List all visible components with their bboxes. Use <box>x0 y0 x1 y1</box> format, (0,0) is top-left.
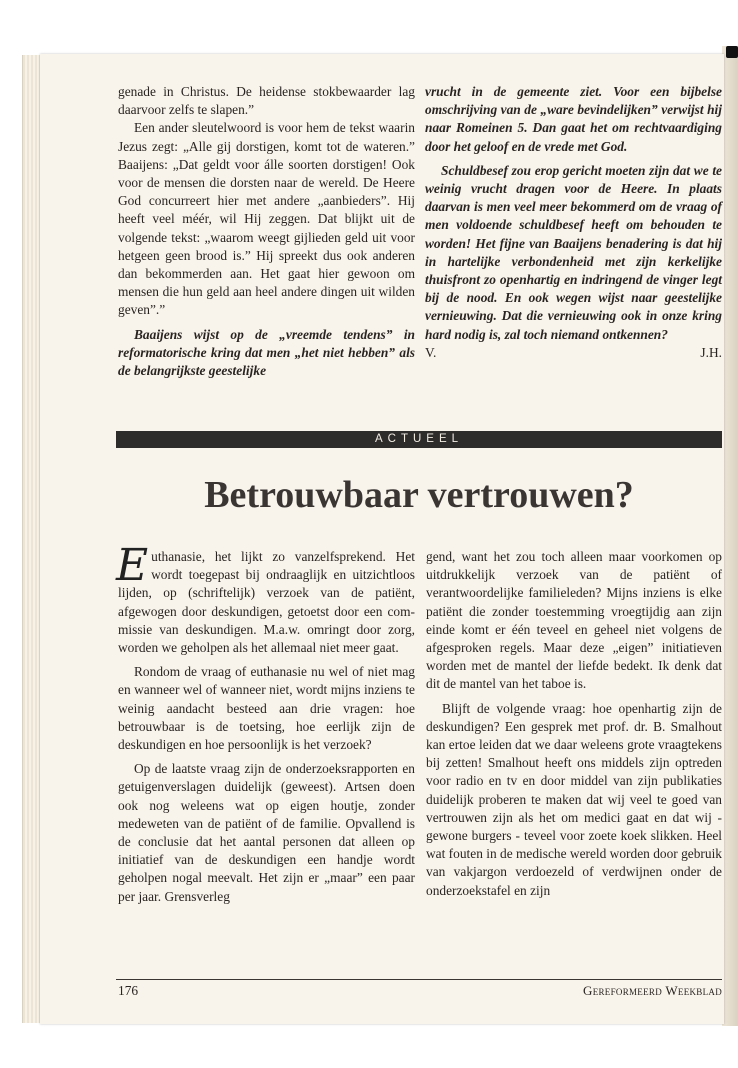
paragraph-text: uthanasie, het lijkt zo vanzelfsprekend. Het wordt toegepast bij ondraaglijk en uitzichtloos lijden, op (schriftelijk) verzoek van de patiënt, afgewogen door deskundigen, getoetst door een commissie van deskundigen. M.a.w. omringt door zorg, worden we geholpen als het allemaal niet meer gaat. <box>118 549 415 656</box>
paragraph: gend, want het zou toch alleen maar voorkomen op uitdrukkelijk verzoek van de patiënt of verantwoordelijke familieleden? Mijns inziens is elke patiënt die zonder toestemming vroegtijdig aan zijn einde komt er één teveel en geheel niet volgens de afgesproken regels. Maar deze „eigen” initiatieven worden met de mantel der liefde bedekt. Ik denk dat dit de mantel van het taboe is. <box>426 549 722 692</box>
signature-right: J.H. <box>700 344 722 360</box>
signature-left: V. <box>425 344 437 360</box>
paragraph <box>116 540 415 657</box>
paragraph: Blijft de volgende vraag: hoe openhartig zijn de deskundigen? Een gesprek met prof. dr. B. Smalhout kan ertoe leiden dat we daar weleens grote vraagtekens bij zetten! Smalhout heeft ons middels zijn optreden voor radio en tv en door middel van zijn publikaties duidelijk proberen te maken dat wij veel te goed van vertrouwen zijn als het om medici gaat en dat wij - gewone burgers - teveel voor zoete koek slikken. Heel wat fouten in de medische wereld worden door gebruik van vakjargon verdoezeld of verdwijnen onder de onderzoekstafel en zijn <box>426 700 722 898</box>
section-label: ACTUEEL <box>374 433 464 445</box>
dropcap: E <box>116 540 149 591</box>
paragraph-italic: Baaijens wijst op de „vreemde tendens” in reformatorische kring dat men „het niet hebben” als de belangrijkste geestelijke <box>118 326 415 379</box>
top-left-column <box>118 83 415 380</box>
section-bar <box>116 431 722 448</box>
paragraph-italic: Schuldbesef zou erop gericht moeten zijn dat we te weinig vrucht dragen voor de Heere. In plaats daarvan is men veel meer bekommerd om de vraag of men voldoende schuldbesef heeft om behouden te worden! Het fijne van Baaijens benadering is dat hij in hartelijke verbondenheid met zijn kerkelijke thuisfront zo openhartig en indringend de vinger legt bij de nood. En ook wegen wijst naar geestelijke vernieuwing. Dat die vernieuwing ook in onze kring hard nodig is, zal toch niemand ontkennen? <box>425 162 722 342</box>
paragraph: Rondom de vraag of euthanasie nu wel of niet mag en wanneer wel of wanneer niet, wordt mijns inziens te weinig aandacht besteed aan drie vragen: hoe betrouwbaar is de toetsing, hoe eerlijk zijn de deskundigen en hoe persoonlijk is het verzoek? <box>118 664 415 753</box>
footer-rule <box>116 979 722 980</box>
paragraph: Een ander sleutelwoord is voor hem de tekst waarin Jezus zegt: „Alle gij dorstigen, komt tot de wateren.” Baaijens: „Dat geldt voor álle soorten dorstigen! Ook voor de mensen die dorsten naar de wereld. De Heere God concurreert hier met andere „aanbieders”. Hij heeft veel méér, wil Hij zeggen. Dat blijkt uit de volgende tekst: „waarom weegt gijlieden geld uit voor hetgeen geen brood is.” Hij spreekt dus ook anderen dan bekommerden aan. Het gaat hier gewoon om mensen die hun geld aan heel andere dingen uit wilden geven”.” <box>118 120 415 318</box>
publication-name: Gereformeerd Weekblad <box>583 983 722 998</box>
headline: Betrouwbaar vertrouwen? <box>204 474 634 516</box>
article-right-column <box>426 548 722 900</box>
paragraph-italic: vrucht in de gemeente ziet. Voor een bijbelse omschrijving van de „ware bevindelijken” verwijst hij naar Romeinen 5. Dan gaat het om rechtvaardiging door het geloof en de vrede met God. <box>425 84 722 154</box>
article-left-column <box>116 540 415 906</box>
page-right-edge <box>722 46 738 1026</box>
paragraph: Op de laatste vraag zijn de onderzoeksrapporten en getuigenverslagen duidelijk (geweest). Artsen doen ook nog weleens wat op eigen houtje, zonder medeweten van de patiënt of de familie. Opvallend is de conclusie dat het aantal personen dat alleen op initiatief van de deskundigen een handje wordt geholpen nogal meevalt. Het zijn er „maar” een paar per jaar. Grensverleg <box>118 761 415 904</box>
signature-line <box>425 344 722 362</box>
paragraph: genade in Christus. De heidense stokbewaarder lag daarvoor zelfs te slapen.” <box>118 84 415 118</box>
binding-tab <box>726 46 738 58</box>
top-right-column <box>425 83 722 362</box>
page-number: 176 <box>118 983 139 998</box>
